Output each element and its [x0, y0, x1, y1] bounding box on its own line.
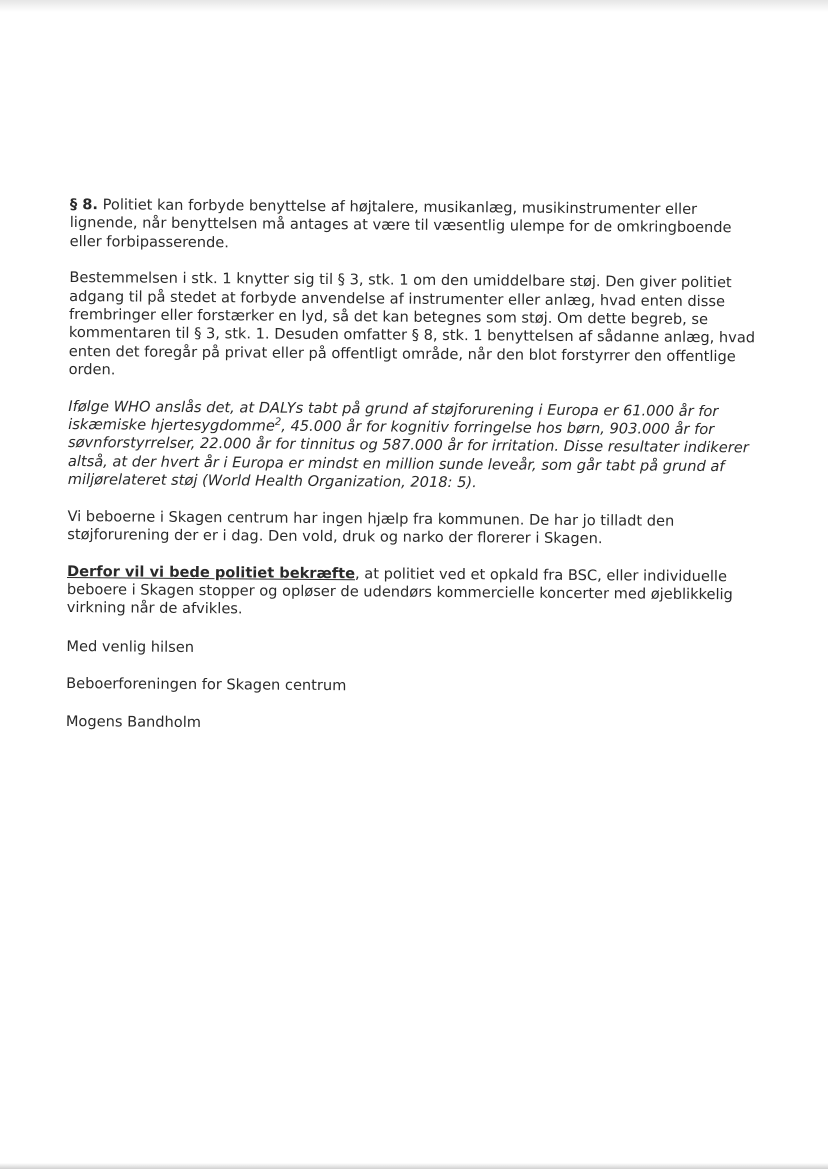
request-emphasis: Derfor vil vi bede politiet bekræfte — [66, 562, 356, 582]
letter-body — [66, 196, 760, 755]
paragraph-section-8 — [70, 196, 760, 257]
section-8-text: Politiet kan forbyde benyttelse af højtalere, musikanlæg, musikinstrumenter eller lignende, når benyttelsen må antages at være til væsentlig ulempe for de omkringboende eller forbipasserende. — [69, 196, 732, 252]
closing-greeting: Med venlig hilsen — [66, 637, 195, 656]
residents-text: Vi beboerne i Skagen centrum har ingen hjælp fra kommunen. De har jo tilladt den støjforurening der er i dag. Den vold, druk og narko der florerer i Skagen. — [67, 507, 675, 548]
scan-top-edge — [0, 0, 828, 12]
commentary-text: Bestemmelsen i stk. 1 knytter sig til § 3, stk. 1 om den umiddelbare støj. Den giver politiet adgang til på stedet at forbyde anvendelse af instrumenter eller anlæg, hvad enten disse frembringer eller forstærker en lyd, så det kan betegnes som støj. Om dette begreb, se kommentaren til § 3, stk. 1. Desuden omfatter § 8, stk. 1 benyttelsen af sådanne anlæg, hvad enten det foregår på privat eller på offentligt område, når den blot forstyrrer den offentlige orden. — [68, 269, 756, 379]
who-text-part-1: Ifølge WHO anslås det, at DALYs tabt på grund af støjforurening i Europa er 61.000 år for iskæmiske hjertesygdomme — [68, 397, 719, 435]
paragraph-residents — [67, 508, 757, 550]
paragraph-commentary — [69, 269, 760, 385]
closing-name: Mogens Bandholm — [65, 712, 202, 731]
scan-bottom-edge — [0, 1163, 828, 1169]
section-mark: § 8. — [69, 196, 99, 214]
who-text-part-2: , 45.000 år for kognitiv forringelse hos børn, 903.000 år for søvnforstyrrelser, 22.000 år for tinnitus og 587.000 år for irritation. Disse resultater indikerer altså, at der hvert år i Europa er mindst en million sunde leveår, som går tabt på grund af miljørelateret støj (World Health Organization, 2018: 5). — [67, 417, 749, 492]
footnote-marker: 2 — [274, 416, 282, 428]
request-text: , at politiet ved et opkald fra BSC, eller individuelle beboere i Skagen stopper og opløser de udendørs kommercielle koncerter med øjeblikkelig virkning når de afvikles. — [66, 564, 733, 618]
paragraph-request — [67, 562, 757, 623]
paragraph-who-quote — [68, 398, 759, 495]
closing-organization: Beboerforeningen for Skagen centrum — [66, 675, 347, 695]
